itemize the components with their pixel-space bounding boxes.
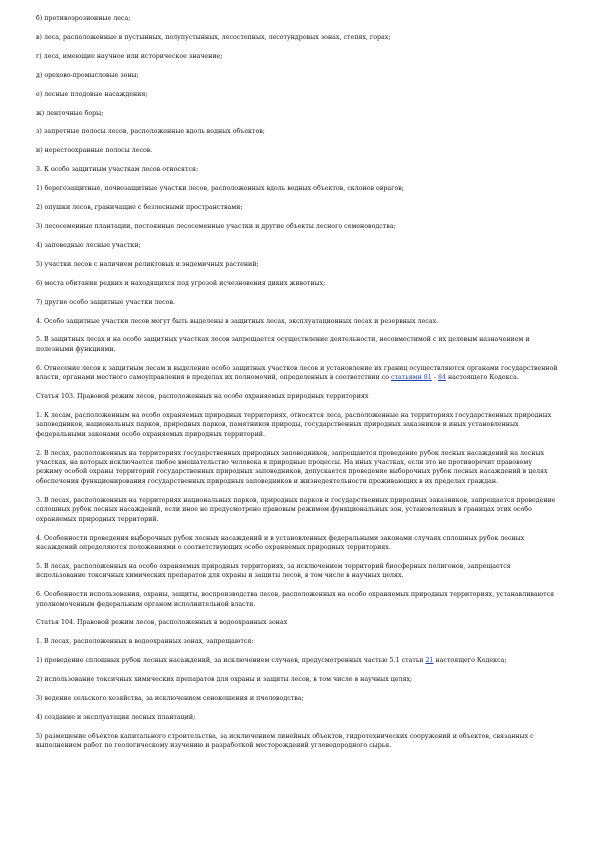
- link-article-21[interactable]: 21: [425, 657, 434, 665]
- paragraph-v: в) леса, расположенные в пустынных, полупустынных, лесостепных, лесотундровых зонах, степях, горах;: [36, 33, 391, 41]
- paragraph-3-2: 2) опушки лесов, граничащие с безлесными пространствами;: [36, 204, 243, 212]
- paragraph-3-6: 6) места обитания редких и находящихся под угрозой исчезновения диких животных;: [36, 279, 326, 287]
- paragraph-3-7: 7) другие особо защитные участки лесов.: [36, 298, 176, 306]
- paragraph-g: г) леса, имеющие научное или историческое значение;: [36, 52, 223, 60]
- paragraph-b: б) противоэрозионные леса;: [36, 15, 131, 22]
- article-103-part-3: 3. В лесах, расположенных на территориях национальных парков, природных парков и государственных природных заказников, запрещается проведение сплошных рубок лесных насаждений, если иное не предусмотрено правовым режимом функциональных зон, установленных в границах этих особо охраняемых природных территорий.: [36, 496, 556, 523]
- paragraph-3-4: 4) заповедные лесные участки;: [36, 241, 141, 249]
- paragraph-6-dash: -: [431, 374, 438, 382]
- paragraph-3-1: 1) берегозащитные, почвозащитные участки лесов, расположенных вдоль водных объектов, склонов оврагов;: [36, 185, 404, 193]
- item-1-text-end: настоящего Кодекса;: [433, 657, 507, 665]
- paragraph-i: и) нерестоохранные полосы лесов.: [36, 147, 153, 155]
- link-articles-81[interactable]: статьями 81: [391, 374, 432, 382]
- paragraph-6: [36, 364, 559, 383]
- paragraph-z: з) запретные полосы лесов, расположенные вдоль водных объектов;: [36, 128, 265, 136]
- article-103-part-2: 2. В лесах, расположенных на территориях государственных природных заповедников, запрещаются проведение рубок лесных насаждений на лесных участках, на которых исключается любое вмешательство человека в природные процессы. На иных участках, если это не противоречит правовому режиму особой охраны территорий государственных природных заповедников, допускается проведение выборочных рубок лесных насаждений в целях обеспечения функционирования государственных природных заповедников и жизнедеятельности проживающих в их пределах граждан.: [36, 449, 548, 485]
- article-104-item-4: 4) создание и эксплуатация лесных плантаций;: [36, 713, 196, 721]
- article-103-part-5: 5. В лесах, расположенных на особо охраняемых природных территориях, за исключением территорий биосферных полигонов, запрещается использование токсичных химических препаратов для охраны и защиты лесов, в том числе в научных целях.: [36, 562, 511, 580]
- article-104-heading: Статья 104. Правовой режим лесов, расположенных в водоохранных зонах: [36, 619, 288, 627]
- item-1-text-start: 1) проведение сплошных рубок лесных насаждений, за исключением случаев, предусмотренных частью 5.1 статьи: [36, 657, 426, 665]
- article-104-part-1: 1. В лесах, расположенных в водоохранных зонах, запрещаются:: [36, 638, 254, 646]
- paragraph-3-5: 5) участки лесов с наличием реликтовых и эндемичных растений;: [36, 260, 259, 268]
- article-104-item-3: 3) ведение сельского хозяйства, за исключением сенокошения и пчеловодства;: [36, 695, 304, 703]
- paragraph-4: 4. Особо защитные участки лесов могут быть выделены в защитных лесах, эксплуатационных лесах и резервных лесах.: [36, 317, 439, 325]
- paragraph-6-text-end: настоящего Кодекса.: [445, 374, 519, 382]
- paragraph-3: 3. К особо защитным участкам лесов относятся:: [36, 166, 199, 174]
- article-104-item-2: 2) использование токсичных химических препаратов для охраны и защиты лесов, в том числе в научных целях;: [36, 676, 413, 684]
- link-article-84[interactable]: 84: [437, 374, 446, 382]
- article-103-part-1: 1. К лесам, расположенным на особо охраняемых природных территориях, относятся леса, расположенные на территориях государственных природных заповедников, национальных парков, природных парков, памятников природы, государственных природных заказников и иных установленных федеральными законами особо охраняемых природных территорий.: [36, 411, 552, 438]
- paragraph-d: д) орехово-промысловые зоны;: [36, 71, 139, 79]
- paragraph-zh: ж) ленточные боры;: [36, 109, 104, 117]
- paragraph-5: 5. В защитных лесах и на особо защитных участках лесов запрещается осуществление деятельности, несовместимой с их целевым назначением и полезными функциями.: [36, 336, 530, 353]
- article-103-part-4: 4. Особенности проведения выборочных рубок лесных насаждений и в установленных федеральными законами случаях сплошных рубок лесных насаждений определяются положениями о соответствующих особо охраняемых природных территориях.: [36, 534, 525, 551]
- article-103-heading: Статья 103. Правовой режим лесов, расположенных на особо охраняемых природных территориях: [36, 393, 369, 401]
- article-104-item-5: 5) размещение объектов капитального строительства, за исключением линейных объектов, гидротехнических сооружений и объектов, связанных с выполнением работ по геологическому изучению и разработкой месторождений углеводородного сырья.: [36, 732, 534, 750]
- article-103-part-6: 6. Особенности использования, охраны, защиты, воспроизводства лесов, расположенных на особо охраняемых природных территориях, устанавливаются уполномоченным федеральным органом исполнительной власти.: [36, 591, 555, 608]
- paragraph-e: е) лесные плодовые насаждения;: [36, 90, 148, 98]
- paragraph-3-3: 3) лесосеменные плантации, постоянные лесосеменные участки и другие объекты лесного семеноводства;: [36, 222, 396, 230]
- article-104-item-1: [36, 656, 559, 665]
- paragraph-6-text-start: 6. Отнесение лесов к защитным лесам и выделение особо защитных участков лесов и установление их границ осуществляются органами государственной власти, органами местного самоуправления в пределах их полномочий, определенных в соответствии со: [36, 364, 558, 382]
